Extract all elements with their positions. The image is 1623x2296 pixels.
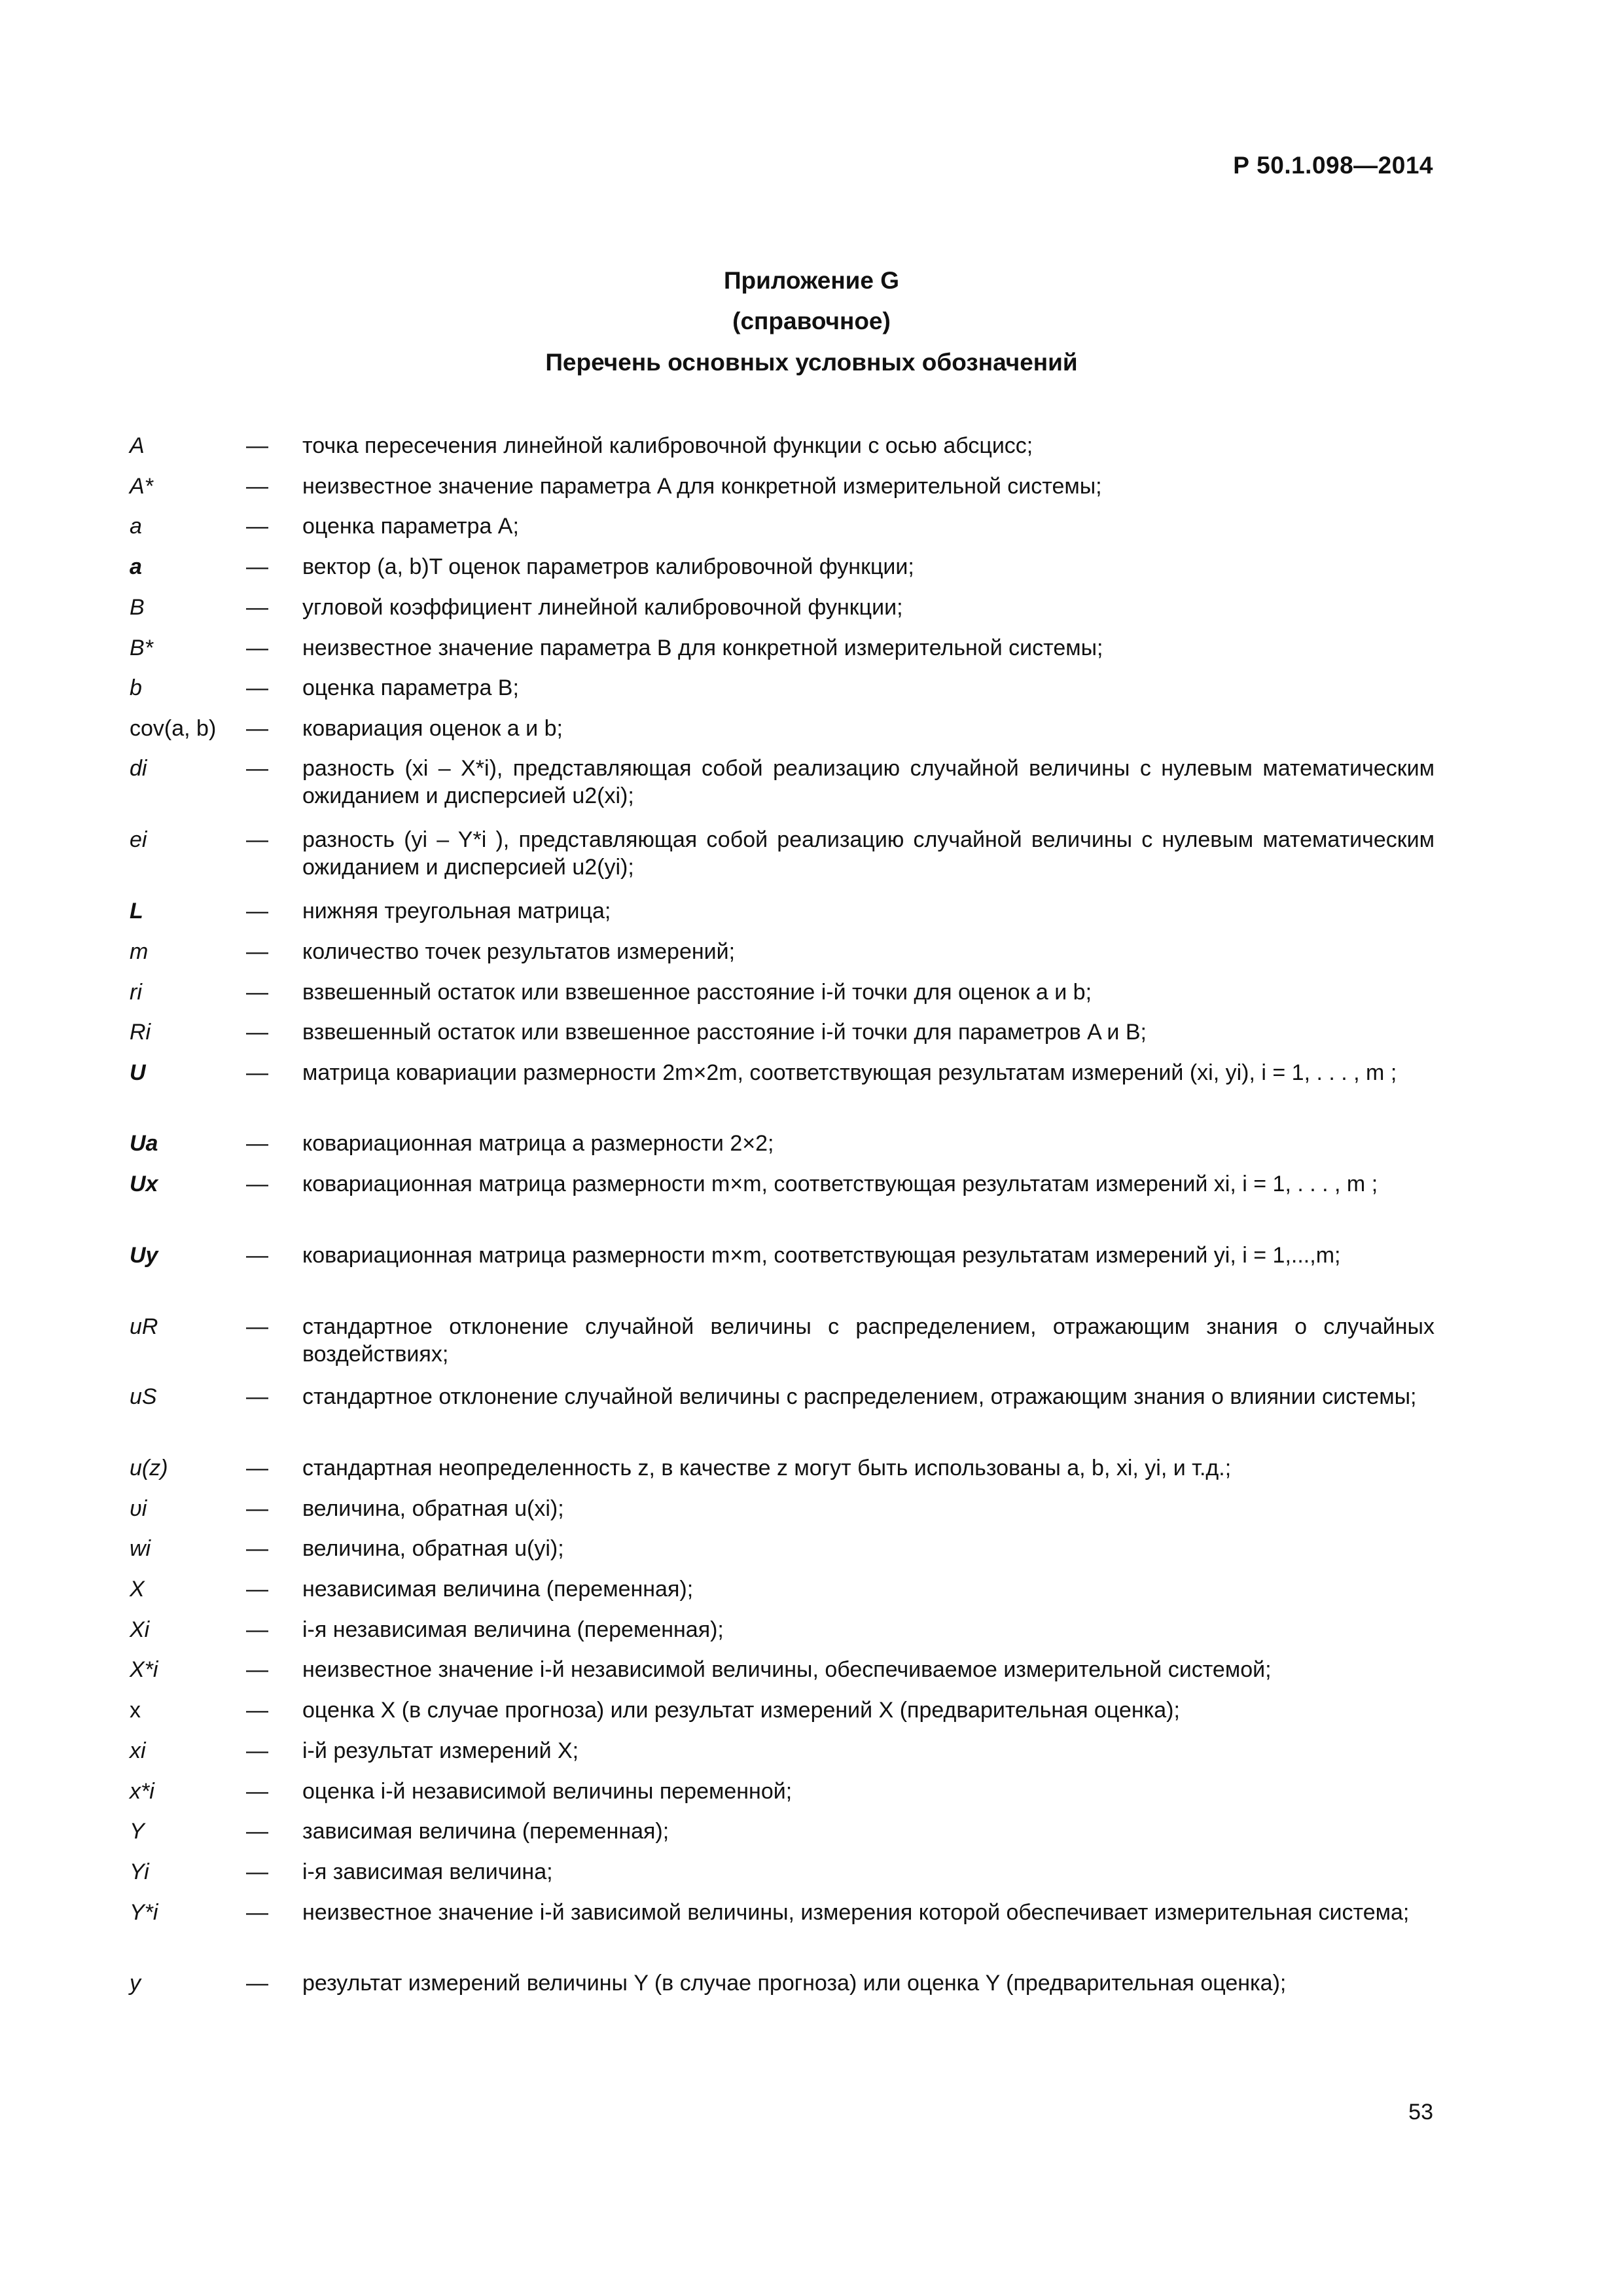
symbol-description: результат измерений величины Y (в случае прогноза) или оценка Y (предварительная оценка); (302, 1971, 1287, 1996)
symbol-entry (130, 1535, 1435, 1562)
symbol-entry (130, 553, 1435, 581)
symbol: x (130, 1698, 141, 1723)
page-number: 53 (1408, 2100, 1433, 2125)
document-code: Р 50.1.098—2014 (1233, 152, 1433, 179)
symbol: ei (130, 827, 147, 852)
symbol: Ri (130, 1020, 151, 1045)
symbol: Y*i (130, 1900, 158, 1925)
symbol-description: неизвестное значение i-й зависимой величины, измерения которой обеспечивает измерительная система; (302, 1900, 1410, 1925)
symbol-entry (130, 978, 1435, 1006)
symbol-entry (130, 594, 1435, 621)
symbol-entry (130, 938, 1435, 965)
appendix-title: Приложение G (723, 267, 900, 294)
symbol-entry (130, 1737, 1435, 1765)
symbol: Uy (130, 1243, 158, 1268)
separator-dash: — (246, 1060, 268, 1085)
symbol-description: i-я независимая величина (переменная); (302, 1617, 724, 1642)
symbol: wi (130, 1536, 151, 1561)
symbol-entry (130, 1383, 1435, 1410)
separator-dash: — (246, 1456, 268, 1480)
separator-dash: — (246, 1314, 268, 1339)
symbol-entry (130, 1696, 1435, 1724)
symbol-description: оценка параметра B; (302, 675, 519, 700)
separator-dash: — (246, 756, 268, 781)
separator-dash: — (246, 1738, 268, 1763)
symbol: U (130, 1060, 146, 1085)
symbol-entry (130, 1018, 1435, 1046)
symbol-entry (130, 826, 1435, 881)
separator-dash: — (246, 1577, 268, 1602)
symbol-entry (130, 473, 1435, 500)
separator-dash: — (246, 514, 268, 539)
symbol: X (130, 1577, 145, 1602)
symbol-entry (130, 1818, 1435, 1845)
symbol-entry (130, 432, 1435, 459)
symbol-description: i-я зависимая величина; (302, 1859, 553, 1884)
symbol: X*i (130, 1657, 158, 1682)
symbol: A* (130, 474, 153, 499)
symbol: x*i (130, 1779, 154, 1804)
symbol-entry (130, 1616, 1435, 1643)
symbol-description: точка пересечения линейной калибровочной функции с осью абсцисс; (302, 433, 1033, 458)
separator-dash: — (246, 1819, 268, 1844)
symbol: xi (130, 1738, 146, 1763)
separator-dash: — (246, 675, 268, 700)
symbol-description: неизвестное значение параметра A для конкретной измерительной системы; (302, 474, 1102, 499)
symbol: a (130, 554, 142, 579)
symbol-description: оценка X (в случае прогноза) или результат измерений X (предварительная оценка); (302, 1698, 1180, 1723)
symbol-description: взвешенный остаток или взвешенное расстояние i-й точки для оценок a и b; (302, 980, 1092, 1005)
symbol-entry (130, 1170, 1435, 1198)
symbol-entry (130, 512, 1435, 540)
separator-dash: — (246, 980, 268, 1005)
symbol-entry (130, 897, 1435, 925)
symbol-entry (130, 1778, 1435, 1805)
symbol-entry (130, 1242, 1435, 1269)
symbol-description: неизвестное значение i-й независимой величины, обеспечиваемое измерительной системой; (302, 1657, 1272, 1682)
symbol-description: независимая величина (переменная); (302, 1577, 694, 1602)
separator-dash: — (246, 1172, 268, 1196)
symbol-description: ковариационная матрица размерности m×m, соответствующая результатам измерений yi, i = 1,...,m; (302, 1243, 1341, 1268)
separator-dash: — (246, 827, 268, 852)
symbol: Ua (130, 1131, 158, 1156)
separator-dash: — (246, 636, 268, 660)
symbol-description: ковариация оценок a и b; (302, 716, 563, 741)
symbol: Yi (130, 1859, 149, 1884)
symbol: υi (130, 1496, 147, 1521)
symbol: Ux (130, 1172, 158, 1196)
separator-dash: — (246, 595, 268, 620)
symbol-description: разность (xi – X*i), представляющая собой реализацию случайной величины с нулевым математическим ожиданием и дисперсией u2(xi); (302, 756, 1435, 808)
symbol-entry (130, 1059, 1435, 1086)
symbol-entry (130, 1313, 1435, 1368)
symbol-description: взвешенный остаток или взвешенное расстояние i-й точки для параметров A и B; (302, 1020, 1147, 1045)
separator-dash: — (246, 1384, 268, 1409)
symbol: a (130, 514, 142, 539)
separator-dash: — (246, 1243, 268, 1268)
separator-dash: — (246, 716, 268, 741)
symbol-description: оценка i-й независимой величины переменной; (302, 1779, 793, 1804)
symbol-description: стандартное отклонение случайной величины с распределением, отражающим знания о влиянии системы; (302, 1384, 1417, 1409)
symbol-description: неизвестное значение параметра B для конкретной измерительной системы; (302, 636, 1103, 660)
symbol-entry (130, 1899, 1435, 1926)
symbol: Y (130, 1819, 145, 1844)
symbol: A (130, 433, 145, 458)
symbol: u(z) (130, 1456, 168, 1480)
separator-dash: — (246, 899, 268, 924)
symbol-description: величина, обратная u(xi); (302, 1496, 564, 1521)
separator-dash: — (246, 1859, 268, 1884)
separator-dash: — (246, 1617, 268, 1642)
symbol-description: матрица ковариации размерности 2m×2m, соответствующая результатам измерений (xi, yi), i = 1, . . . , m ; (302, 1060, 1397, 1085)
symbol-entry (130, 1858, 1435, 1886)
symbol-entry (130, 1575, 1435, 1603)
symbol: B* (130, 636, 153, 660)
symbol: uR (130, 1314, 158, 1339)
separator-dash: — (246, 474, 268, 499)
symbol-entry (130, 1454, 1435, 1482)
symbol: uS (130, 1384, 157, 1409)
symbol-description: стандартная неопределенность z, в качестве z могут быть использованы a, b, xi, yi, и т.д.; (302, 1456, 1232, 1480)
symbol-description: ковариационная матрица a размерности 2×2; (302, 1131, 774, 1156)
separator-dash: — (246, 1698, 268, 1723)
symbol-description: разность (yi – Y*i ), представляющая собой реализацию случайной величины с нулевым математическим ожиданием и дисперсией u2(yi); (302, 827, 1435, 880)
separator-dash: — (246, 1020, 268, 1045)
symbol-entry (130, 1130, 1435, 1157)
separator-dash: — (246, 433, 268, 458)
symbol: cov(a, b) (130, 716, 217, 741)
symbol-description: i-й результат измерений X; (302, 1738, 579, 1763)
symbol: Xi (130, 1617, 150, 1642)
separator-dash: — (246, 939, 268, 964)
symbol: b (130, 675, 142, 700)
symbol-entry (130, 674, 1435, 702)
symbol-description: нижняя треугольная матрица; (302, 899, 611, 924)
appendix-subject: Перечень основных условных обозначений (545, 349, 1078, 376)
symbol: L (130, 899, 143, 924)
symbol-entry (130, 715, 1435, 742)
symbol: m (130, 939, 149, 964)
symbol: ri (130, 980, 142, 1005)
symbol-entry (130, 1656, 1435, 1683)
symbol-description: зависимая величина (переменная); (302, 1819, 669, 1844)
symbol-entry (130, 755, 1435, 810)
symbol-description: угловой коэффициент линейной калибровочной функции; (302, 595, 903, 620)
separator-dash: — (246, 1657, 268, 1682)
symbol-entry (130, 634, 1435, 662)
separator-dash: — (246, 554, 268, 579)
separator-dash: — (246, 1900, 268, 1925)
symbol-description: вектор (a, b)T оценок параметров калибровочной функции; (302, 554, 914, 579)
symbol: B (130, 595, 145, 620)
symbol-entry (130, 1969, 1435, 1997)
symbol-description: стандартное отклонение случайной величины с распределением, отражающим знания о случайных воздействиях; (302, 1314, 1435, 1367)
symbol: di (130, 756, 147, 781)
separator-dash: — (246, 1131, 268, 1156)
separator-dash: — (246, 1536, 268, 1561)
symbol-description: оценка параметра A; (302, 514, 519, 539)
appendix-type: (справочное) (732, 308, 891, 334)
separator-dash: — (246, 1496, 268, 1521)
separator-dash: — (246, 1971, 268, 1996)
symbol-description: количество точек результатов измерений; (302, 939, 736, 964)
symbol: y (130, 1971, 141, 1996)
symbol-description: ковариационная матрица размерности m×m, соответствующая результатам измерений xi, i = 1, . . . , m ; (302, 1172, 1378, 1196)
symbol-entry (130, 1495, 1435, 1522)
symbol-description: величина, обратная u(yi); (302, 1536, 564, 1561)
separator-dash: — (246, 1779, 268, 1804)
